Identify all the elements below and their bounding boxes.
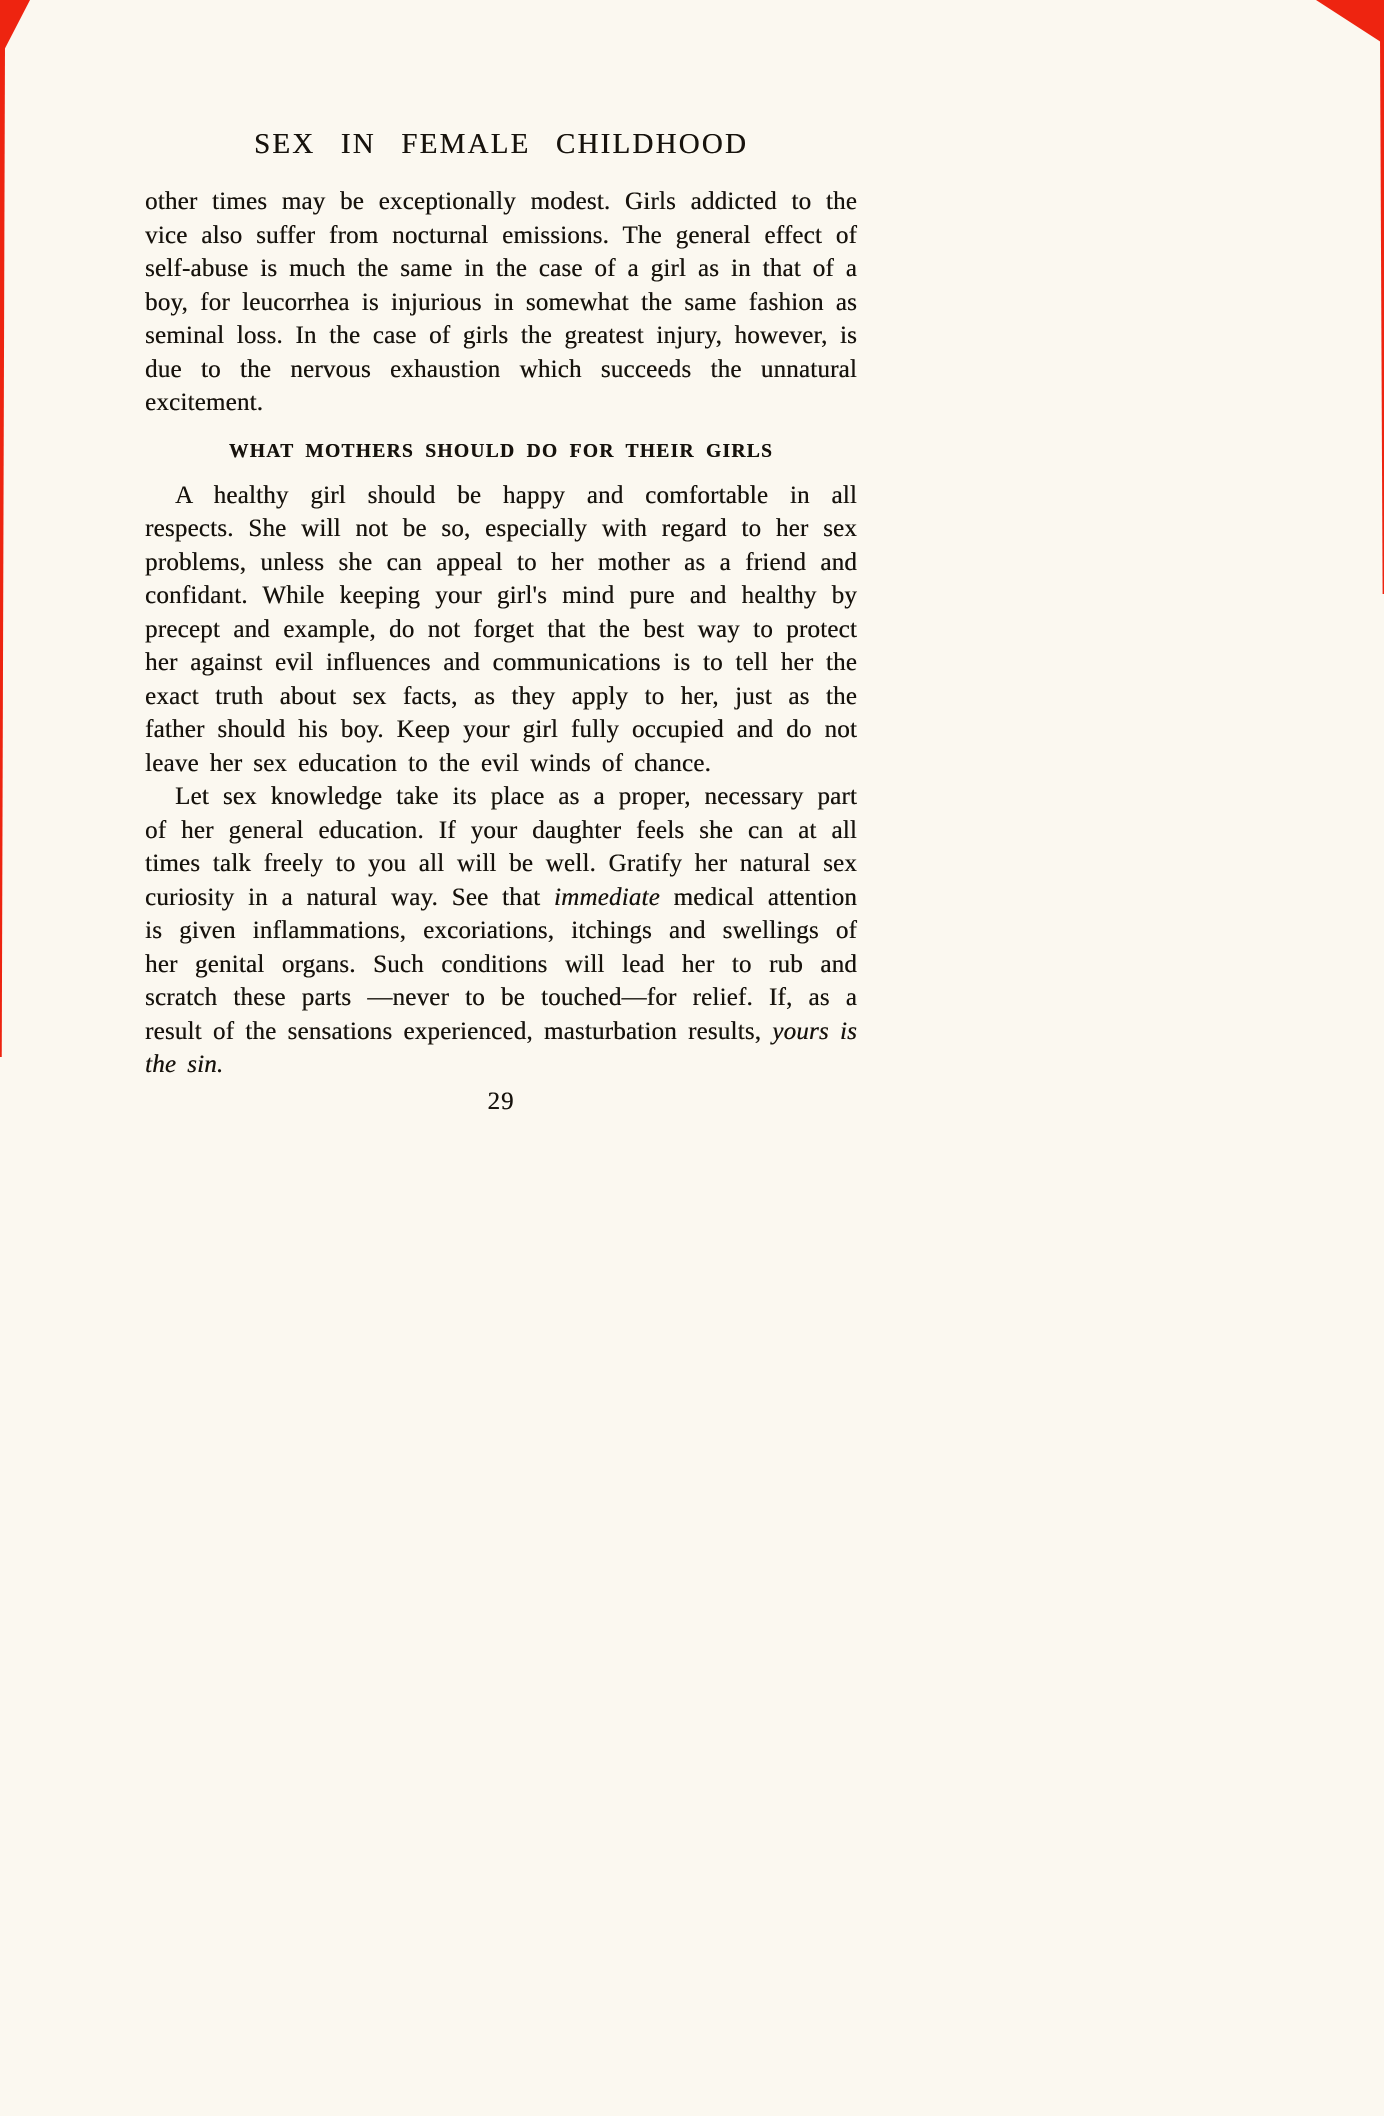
italic-phrase-yours-is-the-sin: yours is the sin. [145, 1017, 857, 1078]
paragraph-continuation: other times may be exceptionally modest. Girls addicted to the vice also suffer from nocturnal emissions. The general effect of self-abuse is much the same in the case of a girl as in that of a boy, for leucorrhea is injurious in somewhat the same fashion as seminal loss. In the case of girls the greatest injury, however, is due to the nervous exhaustion which succeeds the unnatural excitement. [145, 188, 857, 416]
italic-word-immediate: immediate [553, 883, 660, 911]
paragraph-text-segment: medical attention is given inflammations, excoriations, itchings and swellings of her genital organs. Such conditions will lead her to rub and scratch these parts —never to be touched—for relief. If, as a result of the sensations experienced, masturbation results, [145, 883, 857, 1045]
scan-edge-line-right [1380, 36, 1384, 594]
page-number: 29 [487, 1087, 515, 1115]
scan-edge-mark-top-right [1316, 0, 1384, 44]
page-content [145, 128, 857, 1116]
running-head-title: SEX IN FEMALE CHILDHOOD [253, 128, 749, 160]
paragraph-sex-knowledge [145, 780, 857, 1082]
paragraph-mothers-advice: A healthy girl should be happy and comfortable in all respects. She will not be so, especially with regard to her sex problems, unless she can appeal to her mother as a friend and confidant. While keeping your girl's mind pure and healthy by precept and example, do not forget that the best way to protect her against evil influences and communications is to tell her the exact truth about sex facts, as they apply to her, just as the father should his boy. Keep your girl fully occupied and do not leave her sex education to the evil winds of chance. [145, 481, 857, 777]
paragraph-text-segment: Let sex knowledge take its place as a proper, necessary part of her general education. If your daughter feels she can at all times talk freely to you all will be well. Gratify her natural sex curiosity in a natural way. See that [145, 783, 857, 911]
section-heading: WHAT MOTHERS SHOULD DO FOR THEIR GIRLS [228, 440, 774, 462]
scan-edge-line-left [0, 42, 5, 1057]
